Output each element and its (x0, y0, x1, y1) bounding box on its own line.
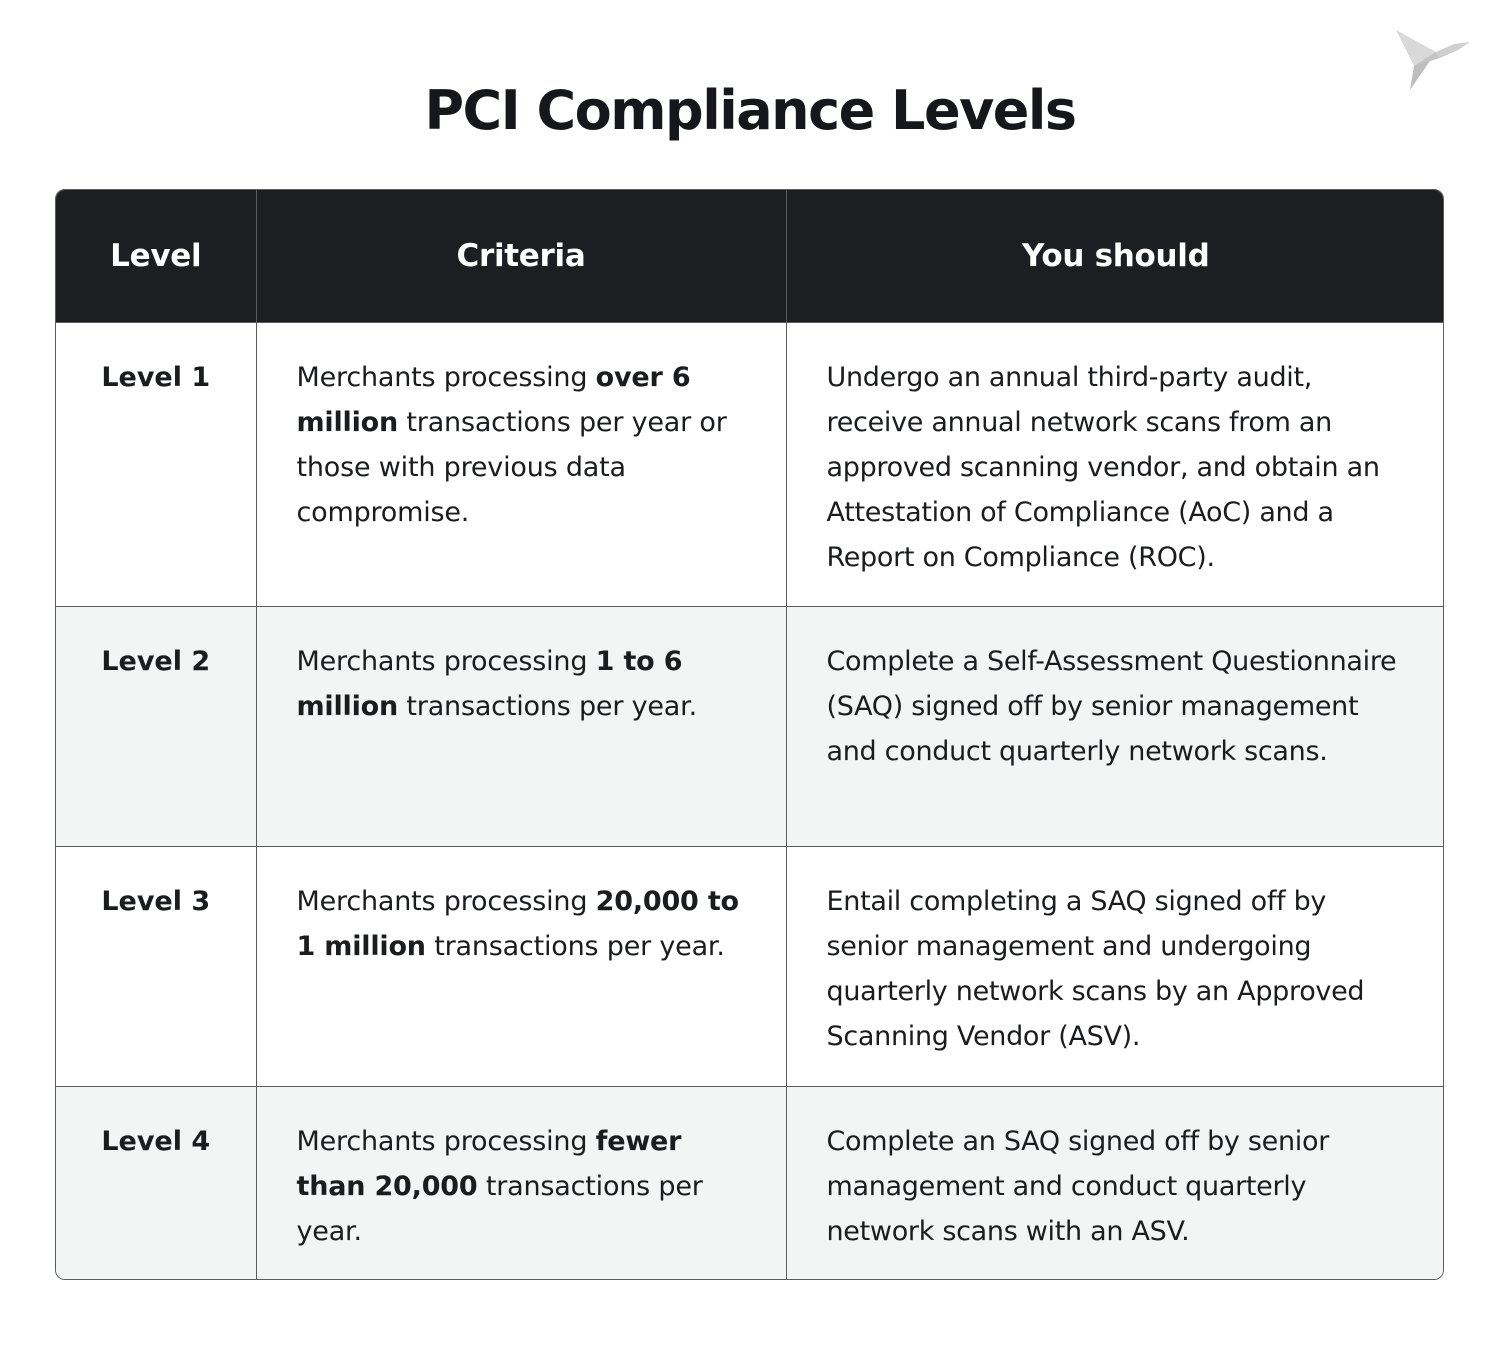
criteria-text: Merchants processing (296, 1125, 596, 1157)
criteria-cell (256, 606, 786, 846)
criteria-text: Merchants processing (296, 645, 596, 677)
level-cell: Level 4 (56, 1086, 256, 1280)
criteria-cell (256, 1086, 786, 1280)
table-row (56, 846, 1444, 1086)
criteria-cell (256, 322, 786, 606)
table-row (56, 606, 1444, 846)
table-header-row (56, 190, 1444, 322)
table-row (56, 322, 1444, 606)
criteria-text: transactions per year. (425, 930, 725, 962)
criteria-highlight: fewer than 20,000 (296, 1125, 682, 1202)
criteria-text: Merchants processing (296, 361, 596, 393)
criteria-text: transactions per year. (398, 690, 697, 722)
criteria-highlight: over 6 million (296, 361, 691, 438)
header-level: Level (56, 190, 256, 322)
criteria-text: Merchants processing (296, 885, 596, 917)
header-you-should: You should (1022, 237, 1210, 274)
action-cell: Complete an SAQ signed off by senior management and conduct quarterly network scans with an ASV. (826, 1125, 1329, 1247)
criteria-highlight: 1 to 6 million (296, 645, 683, 722)
criteria-text: transactions per year or those with previous data compromise. (296, 406, 727, 528)
header-criteria: Criteria (256, 190, 786, 322)
level-cell: Level 1 (56, 322, 256, 606)
criteria-highlight: 20,000 to 1 million (296, 885, 739, 962)
level-cell: Level 3 (56, 846, 256, 1086)
compliance-table (55, 189, 1444, 1280)
criteria-text: transactions per year. (296, 1170, 703, 1247)
action-cell: Entail completing a SAQ signed off by senior management and undergoing quarterly network scans by an Approved Scanning Vendor (ASV). (826, 885, 1365, 1052)
table-row (56, 1086, 1444, 1280)
action-cell: Undergo an annual third-party audit, receive annual network scans from an approved scanning vendor, and obtain an Attestation of Compliance (AoC) and a Report on Compliance (ROC). (826, 361, 1380, 573)
action-cell: Complete a Self-Assessment Questionnaire (SAQ) signed off by senior management and conduct quarterly network scans. (826, 645, 1397, 767)
level-cell: Level 2 (56, 606, 256, 846)
criteria-cell (256, 846, 786, 1086)
page-title: PCI Compliance Levels (424, 79, 1076, 142)
